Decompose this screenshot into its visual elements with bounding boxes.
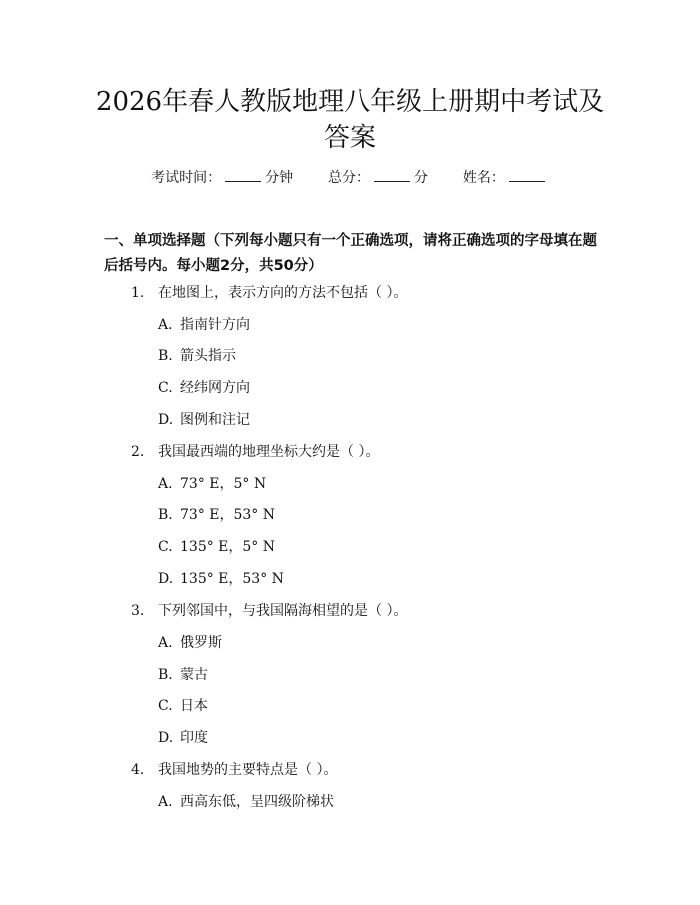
- option-text: 73° E，5° N: [180, 476, 267, 492]
- option-4a: [158, 792, 334, 812]
- option-letter: D.: [158, 571, 174, 587]
- option-2a: [158, 474, 266, 494]
- option-letter: A.: [158, 635, 173, 651]
- option-1a: [158, 315, 250, 335]
- option-letter: A.: [158, 794, 173, 810]
- time-label: 考试时间：: [151, 170, 222, 186]
- option-1b: [158, 346, 236, 366]
- option-3a: [158, 633, 222, 653]
- option-letter: A.: [158, 476, 173, 492]
- section-heading: 一、单项选择题（下列每小题只有一个正确选项，请将正确选项的字母填在题后括号内。每小题2分，共50分）: [104, 233, 597, 274]
- question-number: 1.: [131, 285, 145, 301]
- option-text: 经纬网方向: [180, 380, 250, 396]
- option-text: 135° E，5° N: [180, 539, 275, 555]
- option-letter: C.: [158, 698, 173, 714]
- option-text: 73° E，53° N: [180, 507, 275, 523]
- question-text: 下列邻国中，与我国隔海相望的是（ ）。: [158, 603, 408, 619]
- option-text: 指南针方向: [180, 317, 250, 333]
- option-letter: B.: [158, 667, 173, 683]
- question-4: [131, 760, 337, 780]
- option-text: 图例和注记: [180, 412, 250, 428]
- option-3d: [158, 728, 208, 748]
- exam-meta-line: [0, 168, 700, 188]
- question-number: 3.: [131, 603, 145, 619]
- option-text: 俄罗斯: [180, 635, 222, 651]
- name-blank: [509, 169, 545, 182]
- option-3b: [158, 665, 208, 685]
- option-letter: A.: [158, 317, 173, 333]
- option-letter: C.: [158, 539, 173, 555]
- option-1c: [158, 378, 250, 398]
- option-1d: [158, 410, 250, 430]
- option-text: 西高东低，呈四级阶梯状: [180, 794, 334, 810]
- question-text: 我国最西端的地理坐标大约是（ ）。: [158, 444, 380, 460]
- option-2c: [158, 537, 275, 557]
- option-text: 135° E，53° N: [180, 571, 284, 587]
- option-text: 印度: [180, 730, 208, 746]
- score-label: 总分：: [328, 170, 370, 186]
- question-2: [131, 442, 379, 462]
- question-3: [131, 601, 407, 621]
- option-2d: [158, 569, 284, 589]
- time-unit: 分钟: [265, 170, 294, 186]
- option-text: 日本: [180, 698, 208, 714]
- question-number: 2.: [131, 444, 145, 460]
- exam-title-continued: 答案: [323, 123, 376, 153]
- score-unit: 分: [414, 170, 428, 186]
- option-letter: D.: [158, 412, 174, 428]
- name-label: 姓名：: [462, 170, 505, 186]
- option-2b: [158, 505, 275, 525]
- question-text: 在地图上，表示方向的方法不包括（ ）。: [158, 285, 408, 301]
- option-letter: B.: [158, 348, 173, 364]
- time-blank: [225, 169, 261, 182]
- question-text: 我国地势的主要特点是（ ）。: [158, 762, 338, 778]
- exam-title: 2026年春人教版地理八年级上册期中考试及: [95, 87, 605, 117]
- option-text: 蒙古: [180, 667, 208, 683]
- question-1: [131, 283, 407, 303]
- option-3c: [158, 696, 208, 716]
- option-letter: C.: [158, 380, 173, 396]
- score-blank: [374, 169, 410, 182]
- option-text: 箭头指示: [180, 348, 236, 364]
- option-letter: D.: [158, 730, 174, 746]
- question-number: 4.: [131, 762, 145, 778]
- option-letter: B.: [158, 507, 173, 523]
